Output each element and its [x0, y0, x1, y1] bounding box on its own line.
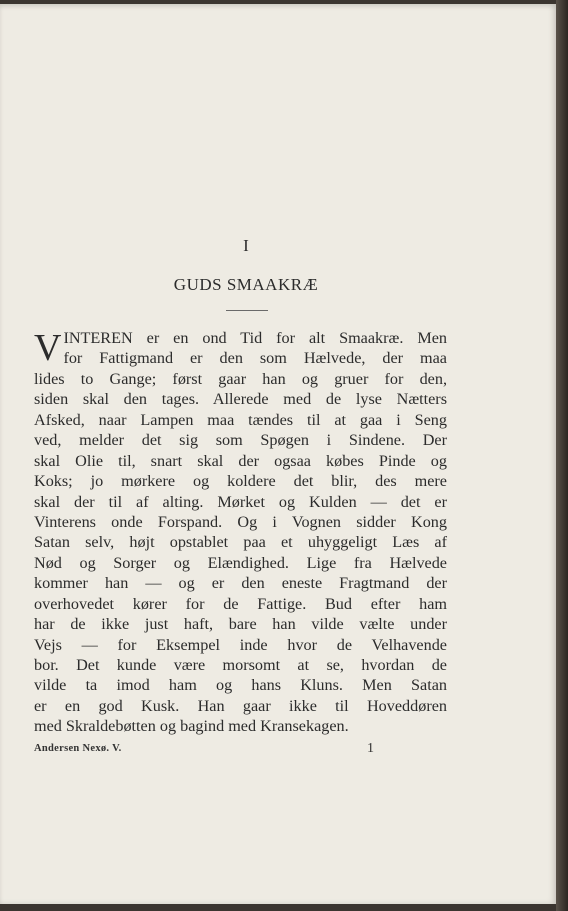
- text-line-8: Koks; jo mørkere og koldere det blir, des mere: [34, 472, 447, 491]
- page-number: 1: [367, 741, 374, 756]
- text-line-9: skal der til af alting. Mørket og Kulden — det er: [34, 492, 447, 511]
- first-word-smallcaps: INTEREN: [63, 329, 133, 347]
- chapter-title: GUDS SMAAKRÆ: [173, 275, 319, 294]
- text-line-1: [34, 328, 447, 348]
- drop-cap: V: [34, 327, 62, 369]
- text-line-2: for Fattigmand er den som Hælvede, der maa: [63, 349, 447, 368]
- text-line-14: overhovedet kører for de Fattige. Bud efter ham: [34, 594, 447, 613]
- text-line-4: siden skal den tages. Allerede med de lyse Nætters: [34, 390, 447, 409]
- text-line-15: har de ikke just haft, bare han vilde vælte under: [34, 615, 447, 634]
- text-line-11: Satan selv, højt opstablet paa et uhyggeligt Læs af: [34, 533, 447, 552]
- text-line-1-rest: er en ond Tid for alt Smaakræ. Men: [132, 329, 447, 347]
- body-text: [34, 328, 447, 737]
- text-line-6: ved, melder det sig som Spøgen i Sindene. Der: [34, 431, 447, 450]
- text-line-10: Vinterens onde Forspand. Og i Vognen sidder Kong: [34, 512, 447, 531]
- text-line-3: lides to Gange; først gaar han og gruer for den,: [34, 369, 447, 388]
- text-line-13: kommer han — og er den eneste Fragtmand der: [34, 574, 447, 593]
- text-line-19: er en god Kusk. Han gaar ikke til Hoveddøren: [34, 696, 447, 715]
- text-line-18: vilde ta imod ham og hans Kluns. Men Satan: [34, 676, 447, 695]
- text-line-20: med Skraldebøtten og bagind med Kransekagen.: [34, 717, 349, 736]
- text-line-17: bor. Det kunde være morsomt at se, hvordan de: [34, 656, 447, 674]
- text-line-12: Nød og Sorger og Elændighed. Lige fra Hælvede: [34, 553, 447, 572]
- text-line-7: skal Olie til, snart skal der ogsaa købes Pinde og: [34, 451, 447, 470]
- page-edge-shadow: [556, 0, 568, 911]
- title-divider: [226, 310, 268, 311]
- signature-mark: Andersen Nexø. V.: [34, 743, 122, 754]
- book-page: [0, 4, 556, 904]
- text-line-5: Afsked, naar Lampen maa tændes til at gaa i Seng: [34, 410, 447, 429]
- chapter-number: I: [243, 236, 249, 255]
- text-line-16: Vejs — for Eksempel inde hvor de Velhavende: [34, 635, 447, 654]
